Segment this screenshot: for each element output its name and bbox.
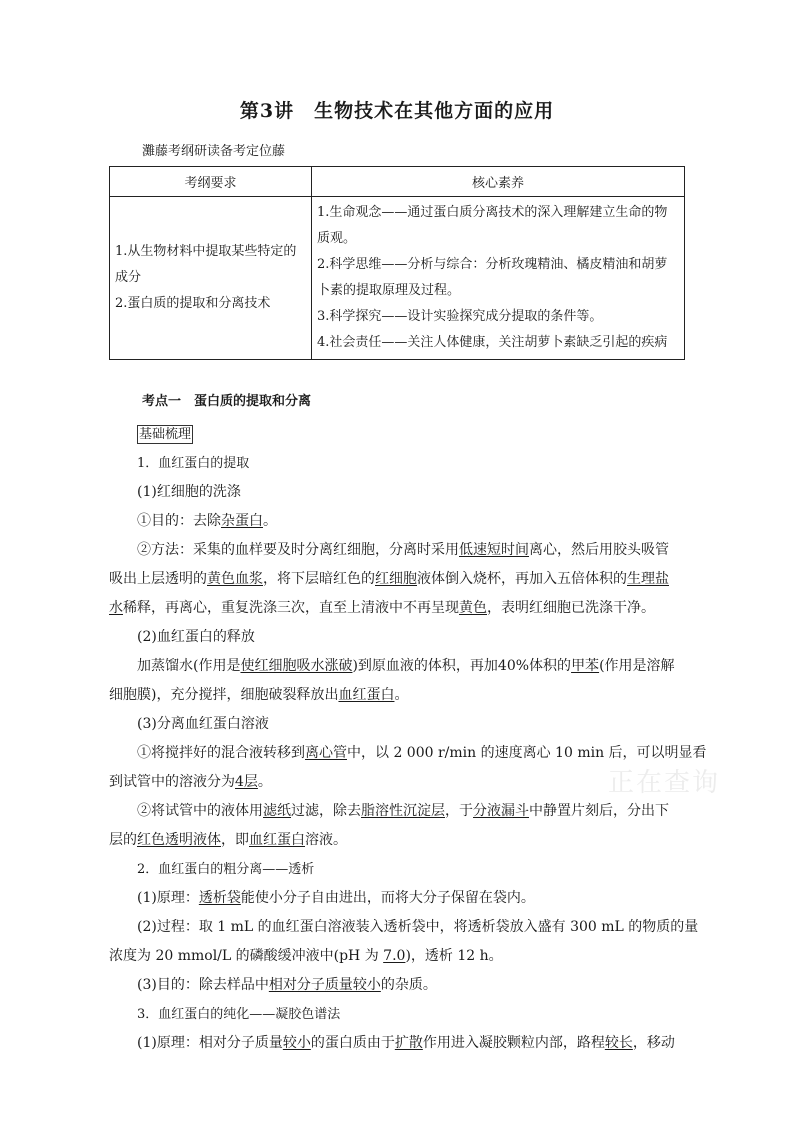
paragraph: ①目的：去除杂蛋白。	[137, 513, 277, 529]
paragraph: 水稀释，再离心，重复洗涤三次，直至上清液中不再呈现黄色，表明红细胞已洗涤干净。	[109, 600, 655, 616]
paragraph: 加蒸馏水(作用是使红细胞吸水涨破)到原血液的体积，再加40%体积的甲苯(作用是溶解	[137, 658, 675, 674]
table-header-row	[110, 167, 685, 197]
paragraph: 吸出上层透明的黄色血浆，将下层暗红色的红细胞液体倒入烧杯，再加入五倍体积的生理盐	[109, 571, 669, 587]
paragraph: (3)分离血红蛋白溶液	[137, 716, 269, 732]
section-heading: 3．血红蛋白的纯化——凝胶色谱法	[137, 1007, 341, 1022]
paragraph: (1)红细胞的洗涤	[137, 484, 241, 500]
paragraph: 到试管中的溶液分为4层。	[109, 774, 272, 790]
main-content	[109, 420, 707, 1058]
table-row	[110, 197, 685, 360]
table-header-literacy: 核心素养	[312, 167, 685, 197]
literacy-item: 4.社会责任——关注人体健康，关注胡萝卜素缺乏引起的疾病	[317, 335, 668, 350]
paragraph: 细胞膜)，充分搅拌，细胞破裂释放出血红蛋白。	[109, 687, 409, 703]
literacy-item: 2.科学思维——分析与综合：分析玫瑰精油、橘皮精油和胡萝卜素的提取原理及过程。	[317, 257, 668, 298]
requirement-item: 2.蛋白质的提取和分离技术	[115, 296, 271, 311]
paragraph: ②将试管中的液体用滤纸过滤，除去脂溶性沉淀层，于分液漏斗中静置片刻后，分出下	[137, 803, 669, 819]
requirements-cell	[110, 197, 312, 360]
paragraph: 浓度为 20 mmol/L 的磷酸缓冲液中(pH 为 7.0)，透析 12 h。	[109, 948, 503, 964]
basics-tag: 基础梳理	[139, 427, 192, 442]
paragraph: (3)目的：除去样品中相对分子质量较小的杂质。	[137, 977, 437, 993]
paragraph: (2)血红蛋白的释放	[137, 629, 255, 645]
paragraph: (1)原理：透析袋能使小分子自由进出，而将大分子保留在袋内。	[137, 890, 535, 906]
watermark: 正在查询	[608, 768, 721, 798]
section-subtitle: 灘藤考纲研读备考定位藤	[142, 144, 286, 159]
paragraph: ①将搅拌好的混合液转移到离心管中，以 2 000 r/min 的速度离心 10 min 后，可以明显看	[137, 745, 707, 761]
section-heading: 2．血红蛋白的粗分离——透析	[137, 862, 315, 877]
paragraph: (2)过程：取 1 mL 的血红蛋白溶液装入透析袋中，将透析袋放入盛有 300 mL 的物质的量	[137, 919, 699, 935]
paragraph: ②方法：采集的血样要及时分离红细胞，分离时采用低速短时间离心，然后用胶头吸管	[137, 542, 669, 558]
syllabus-table	[109, 166, 685, 360]
paragraph: (1)原理：相对分子质量较小的蛋白质由于扩散作用进入凝胶颗粒内部，路程较长，移动	[137, 1035, 675, 1051]
section-heading: 1．血红蛋白的提取	[137, 456, 250, 471]
literacy-cell	[312, 197, 685, 360]
paragraph: 层的红色透明液体，即血红蛋白溶液。	[109, 832, 347, 848]
requirement-item: 1.从生物材料中提取某些特定的成分	[115, 244, 297, 285]
topic-heading: 考点一 蛋白质的提取和分离	[142, 394, 312, 409]
literacy-item: 1.生命观念——通过蛋白质分离技术的深入理解建立生命的物质观。	[317, 205, 668, 246]
page-title: 第3讲 生物技术在其他方面的应用	[239, 100, 555, 122]
literacy-item: 3.科学探究——设计实验探究成分提取的条件等。	[317, 309, 603, 324]
table-header-requirements: 考纲要求	[110, 167, 312, 197]
